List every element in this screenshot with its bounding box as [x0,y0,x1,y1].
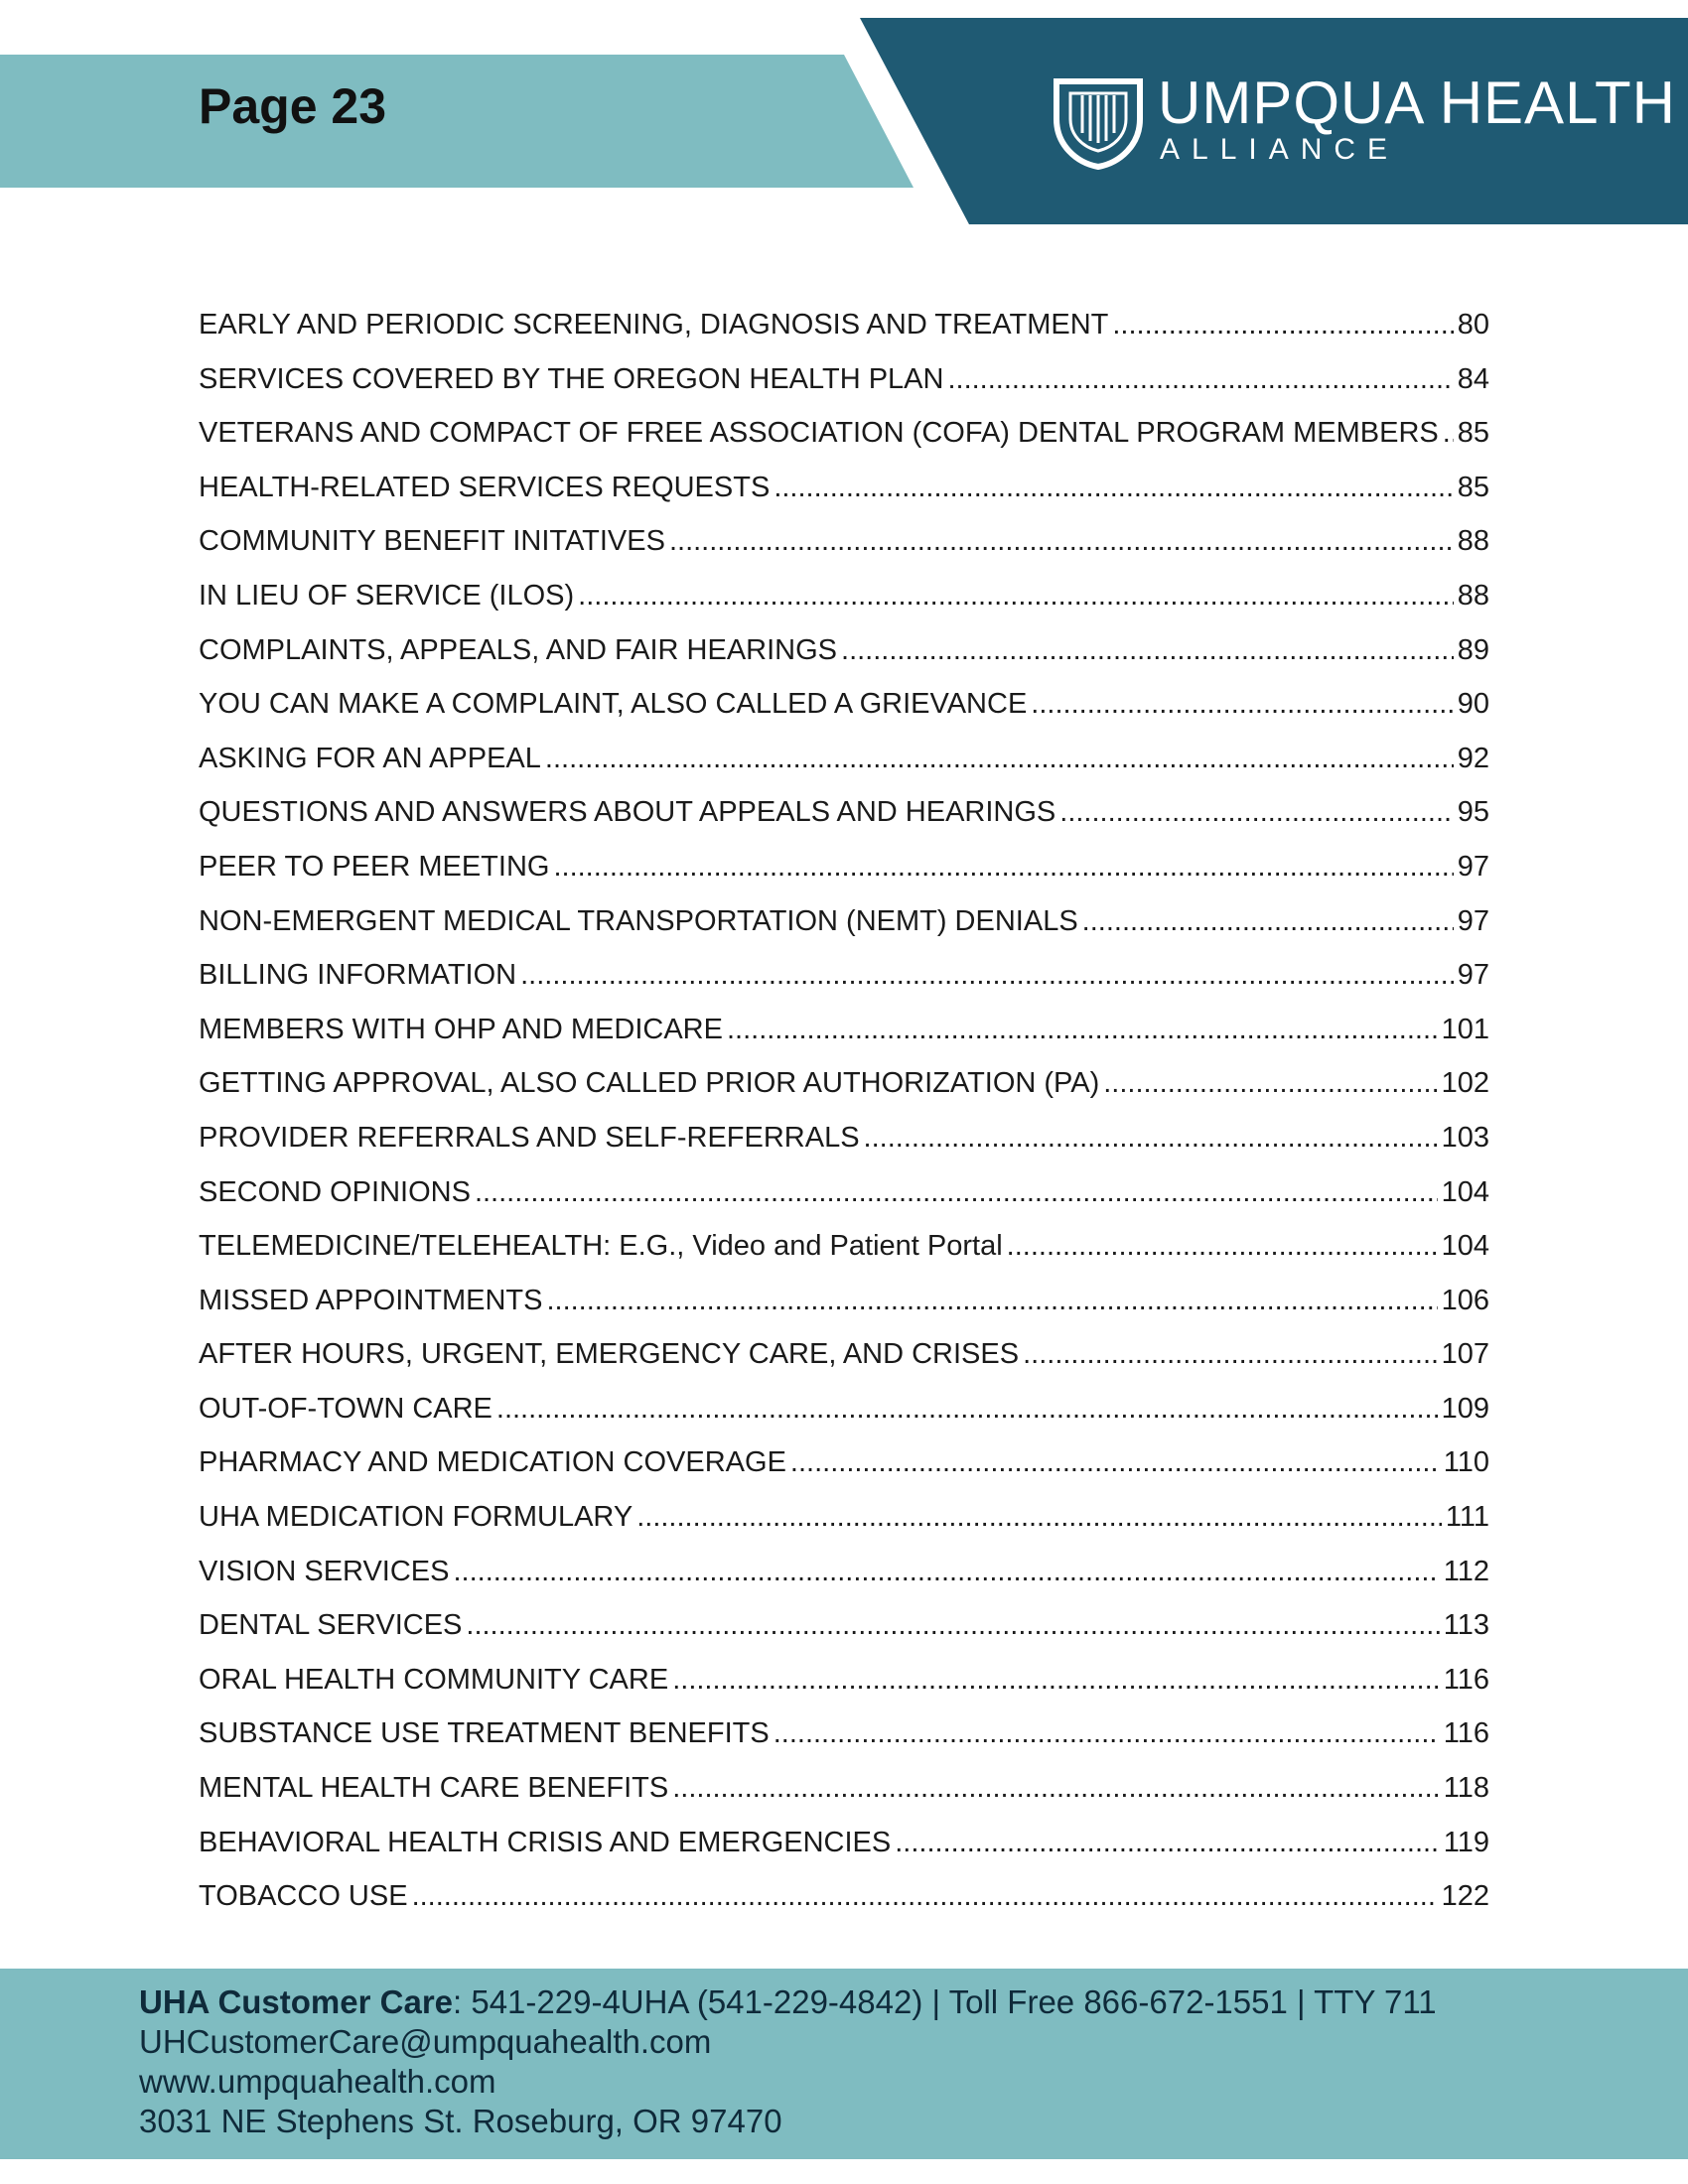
toc-entry-title: PHARMACY AND MEDICATION COVERAGE [199,1446,786,1479]
toc-entry[interactable] [199,1003,1489,1057]
toc-entry[interactable] [199,1056,1489,1111]
toc-dot-leader [774,461,1453,515]
toc-dot-leader [790,1435,1440,1490]
toc-entry-title: SERVICES COVERED BY THE OREGON HEALTH PLAN [199,362,944,395]
toc-entry[interactable] [199,1111,1489,1165]
toc-entry-page: 80 [1457,309,1489,341]
toc-entry-page: 101 [1441,1013,1489,1045]
toc-entry-page: 122 [1441,1880,1489,1913]
toc-entry-title: VETERANS AND COMPACT OF FREE ASSOCIATION (COFA) DENTAL PROGRAM MEMBERS [199,417,1439,450]
toc-dot-leader [672,1653,1440,1707]
toc-dot-leader [774,1706,1440,1761]
toc-entry-page: 85 [1457,471,1489,503]
toc-entry-title: OUT-OF-TOWN CARE [199,1392,492,1425]
toc-entry[interactable] [199,569,1489,623]
toc-entry[interactable] [199,840,1489,894]
toc-entry[interactable] [199,1490,1489,1545]
toc-entry-title: YOU CAN MAKE A COMPLAINT, ALSO CALLED A GRIEVANCE [199,688,1028,721]
toc-entry-title: ASKING FOR AN APPEAL [199,742,541,774]
toc-entry-page: 104 [1441,1175,1489,1208]
toc-entry[interactable] [199,1545,1489,1599]
toc-entry-title: NON-EMERGENT MEDICAL TRANSPORTATION (NEMT) DENIALS [199,904,1078,937]
toc-entry-title: TELEMEDICINE/TELEHEALTH: E.G., Video and Patient Portal [199,1230,1003,1263]
toc-entry[interactable] [199,298,1489,352]
toc-dot-leader [1443,406,1454,461]
toc-entry-page: 111 [1445,1501,1489,1534]
toc-entry-page: 85 [1457,417,1489,450]
toc-entry-page: 113 [1443,1609,1489,1642]
toc-entry-page: 116 [1443,1717,1489,1750]
toc-entry-page: 95 [1457,796,1489,829]
toc-entry[interactable] [199,1382,1489,1436]
table-of-contents [199,298,1489,1924]
toc-entry-page: 92 [1457,742,1489,774]
toc-entry[interactable] [199,1598,1489,1653]
toc-entry-page: 102 [1441,1067,1489,1100]
toc-entry-title: UHA MEDICATION FORMULARY [199,1501,633,1534]
toc-entry-page: 107 [1441,1338,1489,1371]
footer-website[interactable]: www.umpquahealth.com [139,2063,496,2100]
toc-entry-page: 110 [1443,1446,1489,1479]
toc-entry-title: PEER TO PEER MEETING [199,850,550,883]
toc-dot-leader [1023,1327,1438,1382]
shield-logo-icon [1049,71,1148,171]
toc-entry-title: HEALTH-RELATED SERVICES REQUESTS [199,471,771,503]
toc-dot-leader [727,1003,1438,1057]
toc-dot-leader [947,352,1453,407]
toc-entry-title: SUBSTANCE USE TREATMENT BENEFITS [199,1717,770,1750]
toc-entry-title: BEHAVIORAL HEALTH CRISIS AND EMERGENCIES [199,1826,892,1858]
customer-care-phones: : 541-229-4UHA (541-229-4842) | Toll Free 866-672-1551 | TTY 711 [453,1983,1437,2020]
toc-dot-leader [454,1545,1440,1599]
toc-entry-title: ORAL HEALTH COMMUNITY CARE [199,1663,669,1696]
toc-dot-leader [496,1382,1438,1436]
toc-dot-leader [520,948,1454,1003]
toc-dot-leader [1007,1219,1438,1274]
toc-entry-page: 84 [1457,362,1489,395]
toc-entry[interactable] [199,1219,1489,1274]
toc-entry[interactable] [199,623,1489,678]
page-title: Page 23 [199,78,387,134]
toc-entry-title: AFTER HOURS, URGENT, EMERGENCY CARE, AND CRISES [199,1338,1020,1371]
toc-entry-title: BILLING INFORMATION [199,959,517,992]
toc-dot-leader [895,1816,1440,1870]
toc-entry-title: IN LIEU OF SERVICE (ILOS) [199,579,575,612]
toc-entry-title: MEMBERS WITH OHP AND MEDICARE [199,1013,723,1045]
toc-entry-page: 88 [1457,525,1489,558]
toc-entry-page: 97 [1457,850,1489,883]
toc-entry[interactable] [199,514,1489,569]
toc-entry-title: GETTING APPROVAL, ALSO CALLED PRIOR AUTHORIZATION (PA) [199,1067,1100,1100]
toc-dot-leader [475,1165,1438,1220]
toc-entry-title: COMPLAINTS, APPEALS, AND FAIR HEARINGS [199,633,838,666]
toc-entry-title: TOBACCO USE [199,1880,408,1913]
umpqua-health-logo [1049,69,1676,171]
toc-entry-title: VISION SERVICES [199,1555,450,1587]
footer-address: 3031 NE Stephens St. Roseburg, OR 97470 [139,2103,782,2139]
toc-entry[interactable] [199,1274,1489,1328]
toc-entry-page: 116 [1443,1663,1489,1696]
toc-entry-page: 89 [1457,633,1489,666]
toc-dot-leader [1059,785,1453,840]
toc-entry[interactable] [199,677,1489,732]
toc-entry-title: PROVIDER REFERRALS AND SELF-REFERRALS [199,1121,860,1154]
toc-entry-page: 112 [1443,1555,1489,1587]
toc-entry-page: 97 [1457,959,1489,992]
toc-dot-leader [864,1111,1438,1165]
toc-dot-leader [545,732,1454,786]
toc-dot-leader [669,514,1454,569]
toc-entry-title: COMMUNITY BENEFIT INITATIVES [199,525,665,558]
toc-entry[interactable] [199,352,1489,407]
toc-entry[interactable] [199,948,1489,1003]
toc-entry-page: 88 [1457,579,1489,612]
toc-entry-title: MENTAL HEALTH CARE BENEFITS [199,1772,669,1805]
toc-entry-page: 119 [1443,1826,1489,1858]
toc-entry-title: SECOND OPINIONS [199,1175,471,1208]
toc-entry[interactable] [199,1435,1489,1490]
toc-dot-leader [636,1490,1442,1545]
toc-dot-leader [578,569,1454,623]
toc-entry[interactable] [199,1653,1489,1707]
logo-subtitle: ALLIANCE [1160,133,1400,166]
toc-dot-leader [1082,894,1454,949]
toc-entry-title: MISSED APPOINTMENTS [199,1284,543,1316]
toc-entry[interactable] [199,406,1489,461]
toc-entry-title: EARLY AND PERIODIC SCREENING, DIAGNOSIS AND TREATMENT [199,309,1109,341]
header-band [0,55,914,188]
toc-entry[interactable] [199,1706,1489,1761]
customer-care-label: UHA Customer Care [139,1983,454,2020]
toc-entry-page: 109 [1441,1392,1489,1425]
toc-entry[interactable] [199,1761,1489,1816]
toc-entry-title: QUESTIONS AND ANSWERS ABOUT APPEALS AND HEARINGS [199,796,1056,829]
toc-dot-leader [412,1869,1438,1924]
footer-phone-line [139,1982,1437,2022]
logo-title: UMPQUA HEALTH [1158,69,1676,136]
toc-entry-page: 97 [1457,904,1489,937]
toc-entry-page: 118 [1443,1772,1489,1805]
toc-dot-leader [466,1598,1439,1653]
toc-dot-leader [1031,677,1453,732]
toc-dot-leader [546,1274,1437,1328]
toc-dot-leader [841,623,1454,678]
footer-contact [0,1969,1688,2159]
toc-entry[interactable] [199,1869,1489,1924]
toc-entry[interactable] [199,785,1489,840]
toc-entry[interactable] [199,1165,1489,1220]
toc-dot-leader [1112,298,1453,352]
footer-email[interactable]: UHCustomerCare@umpquahealth.com [139,2023,712,2060]
toc-entry-title: DENTAL SERVICES [199,1609,463,1642]
toc-entry-page: 104 [1441,1230,1489,1263]
toc-entry[interactable] [199,1327,1489,1382]
toc-dot-leader [672,1761,1440,1816]
toc-entry-page: 106 [1441,1284,1489,1316]
toc-entry[interactable] [199,461,1489,515]
toc-entry[interactable] [199,894,1489,949]
toc-entry-page: 103 [1441,1121,1489,1154]
toc-entry[interactable] [199,1816,1489,1870]
toc-dot-leader [553,840,1453,894]
toc-entry-page: 90 [1457,688,1489,721]
toc-dot-leader [1103,1056,1437,1111]
toc-entry[interactable] [199,732,1489,786]
